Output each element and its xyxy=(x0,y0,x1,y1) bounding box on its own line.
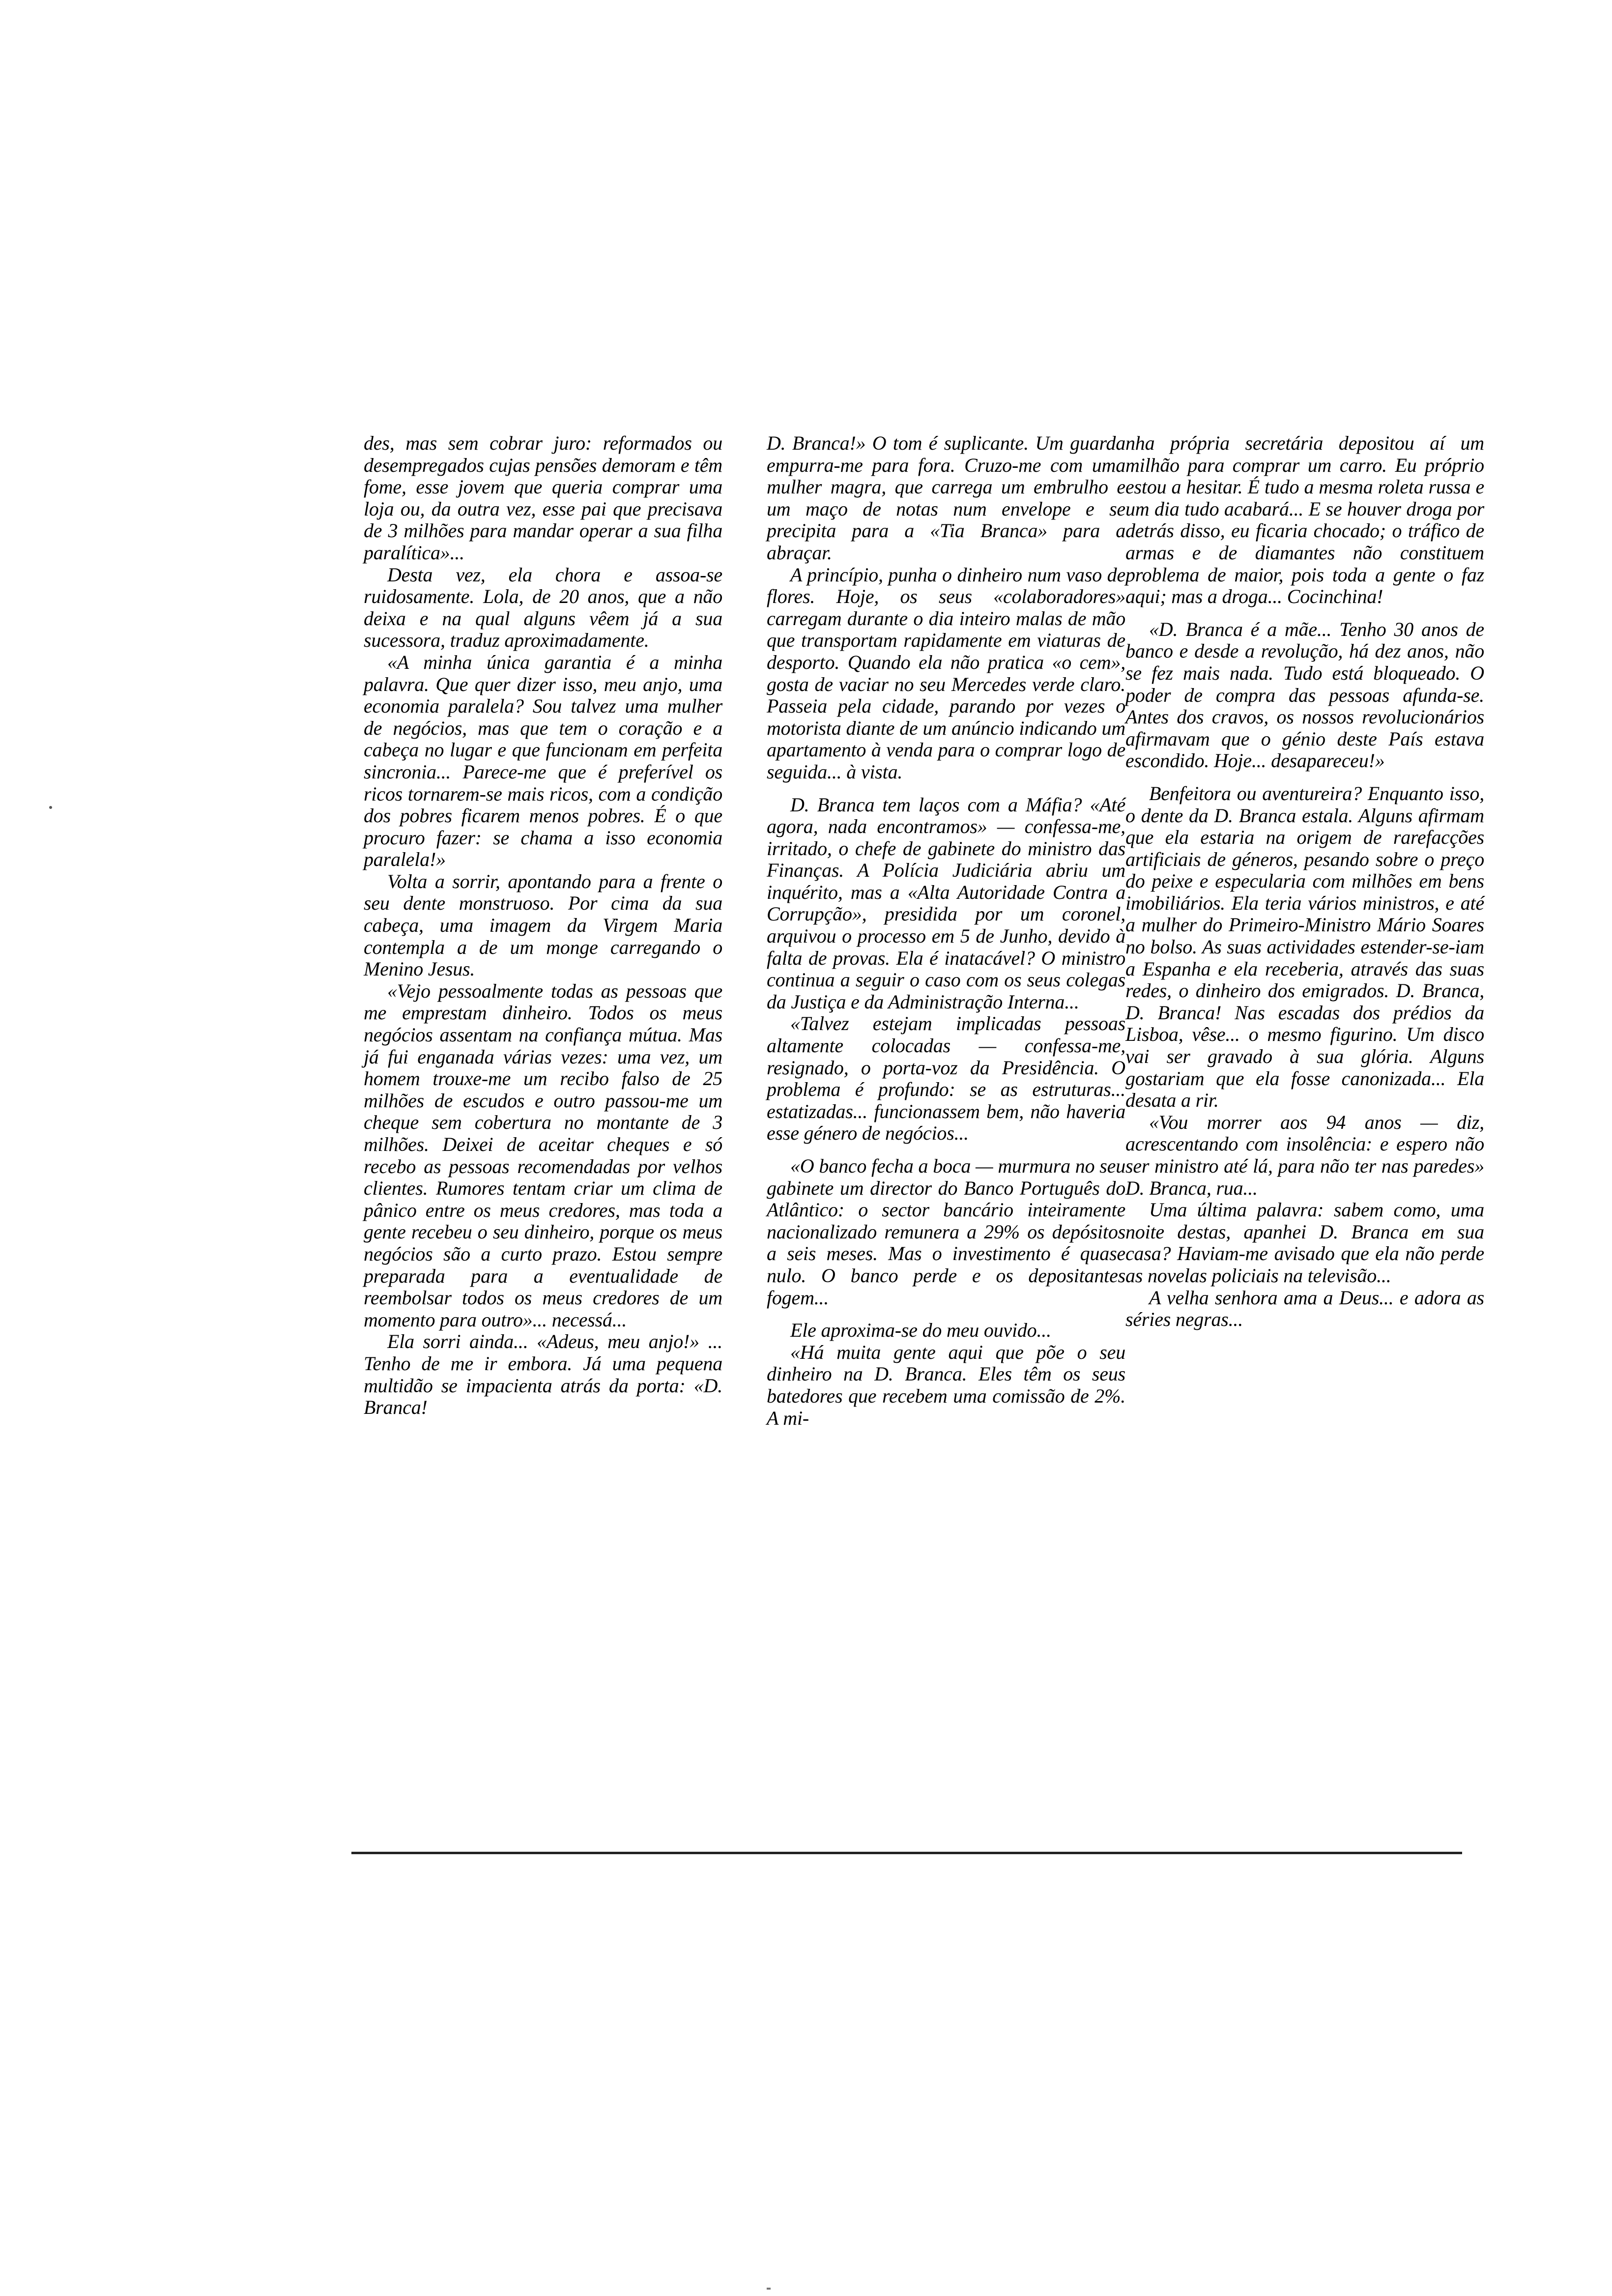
paragraph: Uma última palavra: sabem como, uma noite destas, apanhei D. Branca em sua casa? Haviam-me avisado que ela não perde as novelas policiais na televisão... xyxy=(1125,1199,1484,1287)
paragraph: Volta a sorrir, apontando para a frente o seu dente monstruoso. Por cima da sua cabeça, uma imagem da Virgem Maria contempla a de um monge carregando o Menino Jesus. xyxy=(364,870,722,980)
paragraph: «D. Branca é a mãe... Tenho 30 anos de banco e desde a revolução, há dez anos, não se fez mais nada. Tudo está bloqueado. O poder de compra das pessoas afunda-se. Antes dos cravos, os nossos revolucionários afirmavam que o génio deste País estava escondido. Hoje... desapareceu!» xyxy=(1125,618,1484,772)
paragraph: nha própria secretária depositou aí um milhão para comprar um carro. Eu próprio estou a hesitar. É tudo a mesma roleta russa e um dia tudo acabará... E se houver droga por detrás disso, eu ficaria chocado; o tráfico de armas e de diamantes não constituem problema de maior, pois toda a gente o faz aqui; mas a droga... Cocinchina! xyxy=(1125,432,1484,608)
article-column-3 xyxy=(1125,432,1484,1331)
paragraph: «Há muita gente aqui que põe o seu dinheiro na D. Branca. Eles têm os seus batedores que recebem uma comissão de 2%. A mi- xyxy=(767,1341,1125,1429)
scan-speck xyxy=(767,2288,771,2290)
paragraph: Desta vez, ela chora e assoa-se ruidosamente. Lola, de 20 anos, que a não deixa e na qual alguns vêem já a sua sucessora, traduz aproximadamente. xyxy=(364,563,722,652)
scan-speck xyxy=(49,806,52,809)
bottom-rule xyxy=(351,1852,1462,1854)
article-column-2 xyxy=(767,432,1125,1429)
paragraph: A princípio, punha o dinheiro num vaso de flores. Hoje, os seus «colaboradores» carregam durante o dia inteiro malas de mão que transportam rapidamente em viaturas de desporto. Quando ela não pratica «o cem», gosta de vaciar no seu Mercedes verde claro. Passeia pela cidade, parando por vezes o motorista diante de um anúncio indicando um apartamento à venda para o comprar logo de seguida... à vista. xyxy=(767,563,1125,783)
paragraph: D. Branca tem laços com a Máfia? «Até agora, nada encontramos» — confessa-me, irritado, o chefe de gabinete do ministro das Finanças. A Polícia Judiciária abriu um inquérito, mas a «Alta Autoridade Contra a Corrupção», presidida por um coronel, arquivou o processo em 5 de Junho, devido à falta de provas. Ela é inatacável? O ministro continua a seguir o caso com os seus colegas da Justiça e da Administração Interna... xyxy=(767,793,1125,1013)
paragraph: Benfeitora ou aventureira? Enquanto isso, o dente da D. Branca estala. Alguns afirmam que ela estaria na origem de rarefacções artificiais de géneros, pesando sobre o preço do peixe e especularia com milhões em bens imobiliários. Ela teria vários ministros, e até a mulher do Primeiro-Ministro Mário Soares no bolso. As suas actividades estender-se-iam a Espanha e ela receberia, através das suas redes, o dinheiro dos emigrados. D. Branca, D. Branca! Nas escadas dos prédios da Lisboa, vêse... o mesmo figurino. Um disco vai ser gravado à sua glória. Alguns gostariam que ela fosse canonizada... Ela desata a rir. xyxy=(1125,782,1484,1112)
paragraph: «Talvez estejam implicadas pessoas altamente colocadas — confessa-me, resignado, o porta-voz da Presidência. O problema é profundo: se as estruturas... estatizadas... funcionassem bem, não haveria esse género de negócios... xyxy=(767,1012,1125,1145)
paragraph: «A minha única garantia é a minha palavra. Que quer dizer isso, meu anjo, uma economia paralela? Sou talvez uma mulher de negócios, mas que tem o coração e a cabeça no lugar e que funcionam em perfeita sincronia... Parece-me que é preferível os ricos tornarem-se mais ricos, com a condição dos pobres ficarem menos pobres. É o que procuro fazer: se chama a isso economia paralela!» xyxy=(364,651,722,871)
paragraph: des, mas sem cobrar juro: reformados ou desempregados cujas pensões demoram e têm fome, esse jovem que queria comprar uma loja ou, da outra vez, esse pai que precisava de 3 milhões para mandar operar a sua filha paralítica»... xyxy=(364,432,722,564)
paragraph: «Vejo pessoalmente todas as pessoas que me emprestam dinheiro. Todos os meus negócios assentam na confiança mútua. Mas já fui enganada várias vezes: uma vez, um homem trouxe-me um recibo falso de 25 milhões de escudos e outro passou-me um cheque sem cobertura no montante de 3 milhões. Deixei de aceitar cheques e só recebo as pessoas recomendadas por velhos clientes. Rumores tentam criar um clima de pânico entre os meus credores, mas toda a gente recebeu o seu dinheiro, porque os meus negócios são a curto prazo. Estou sempre preparada para a eventualidade de reembolsar todos os meus credores de um momento para outro»... necessá... xyxy=(364,979,722,1331)
paragraph: Ele aproxima-se do meu ouvido... xyxy=(790,1319,1051,1342)
paragraph: «O banco fecha a boca — murmura no seu gabinete um director do Banco Português do Atlântico: o sector bancário inteiramente nacionalizado remunera a 29% os depósitos a seis meses. Mas o investimento é quase nulo. O banco perde e os depositantes fogem... xyxy=(767,1155,1125,1309)
article-column-1 xyxy=(364,432,722,1419)
paragraph: A velha senhora ama a Deus... e adora as séries negras... xyxy=(1125,1286,1484,1331)
paragraph: «Vou morrer aos 94 anos — diz, acrescentando com insolência: e espero não ser ministro até lá, para não ter nas paredes» D. Branca, rua... xyxy=(1125,1111,1484,1199)
paragraph: D. Branca!» O tom é suplicante. Um guarda empurra-me para fora. Cruzo-me com uma mulher magra, que carrega um embrulho e um maço de notas num envelope e se precipita para a «Tia Branca» para a abraçar. xyxy=(767,432,1125,564)
paragraph: Ela sorri ainda... «Adeus, meu anjo!» ... Tenho de me ir embora. Já uma pequena multidão se impacienta atrás da porta: «D. Branca! xyxy=(364,1330,722,1419)
